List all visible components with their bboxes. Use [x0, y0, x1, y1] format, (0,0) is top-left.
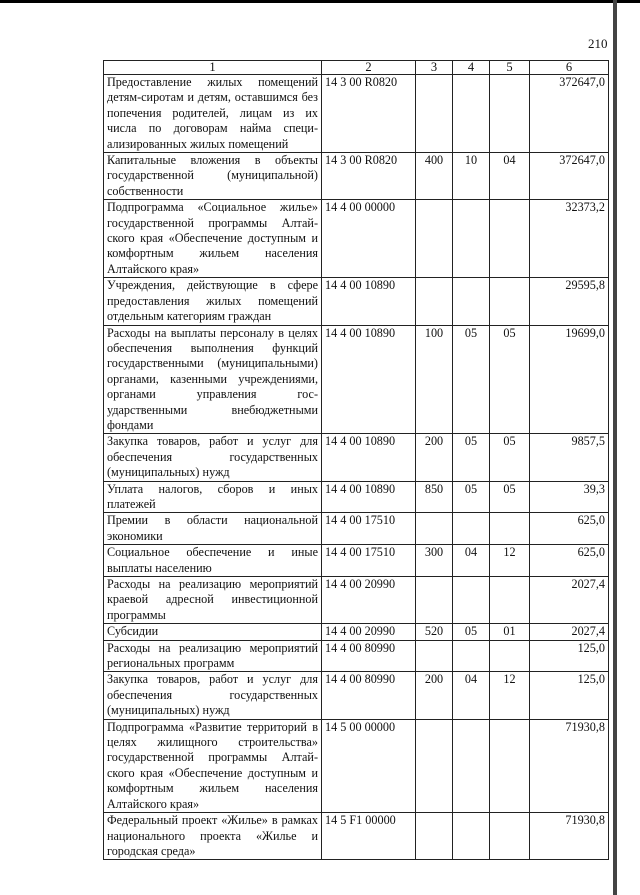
cell-amount: 29595,8: [530, 278, 609, 325]
column-header-5: 5: [490, 61, 530, 75]
table-row: [104, 545, 609, 577]
column-number-header: [104, 61, 609, 75]
table-row: [104, 719, 609, 812]
column-header-1: 1: [104, 61, 322, 75]
cell-c5: 12: [490, 545, 530, 577]
cell-c4: 05: [453, 481, 490, 513]
cell-code: 14 4 00 20990: [322, 577, 416, 624]
cell-name: Расходы на выплаты персоналу в целях обеспечения выполнения функций государственными (муниципальными) органами, казенными учреждениями, органами управления государственными внебюджетными фондами: [104, 325, 322, 434]
cell-code: 14 4 00 10890: [322, 325, 416, 434]
cell-c5: [490, 278, 530, 325]
cell-code: 14 4 00 17510: [322, 545, 416, 577]
cell-c5: [490, 640, 530, 672]
cell-c3: [416, 719, 453, 812]
cell-code: 14 4 00 80990: [322, 672, 416, 719]
cell-c4: [453, 577, 490, 624]
cell-c4: 05: [453, 624, 490, 640]
cell-amount: 2027,4: [530, 577, 609, 624]
cell-code: 14 3 00 R0820: [322, 75, 416, 153]
cell-c3: 100: [416, 325, 453, 434]
cell-name: Капитальные вложения в объекты государственной (муниципальной) собственности: [104, 153, 322, 200]
cell-c4: [453, 719, 490, 812]
cell-c3: 300: [416, 545, 453, 577]
cell-name: Предоставление жилых помещений детям-сиротам и детям, оставшимся без попечения родителей, лицам из их числа по договорам найма специализированных жилых помещений: [104, 75, 322, 153]
cell-amount: 125,0: [530, 640, 609, 672]
cell-code: 14 4 00 80990: [322, 640, 416, 672]
table-row: [104, 153, 609, 200]
cell-c5: 12: [490, 672, 530, 719]
cell-c5: 04: [490, 153, 530, 200]
cell-c4: 05: [453, 325, 490, 434]
cell-name: Федеральный проект «Жилье» в рамках национального проекта «Жилье и городская среда»: [104, 813, 322, 860]
cell-c5: 05: [490, 481, 530, 513]
cell-code: 14 5 00 00000: [322, 719, 416, 812]
cell-code: 14 4 00 10890: [322, 481, 416, 513]
cell-name: Социальное обеспечение и иные выплаты населению: [104, 545, 322, 577]
cell-c4: [453, 200, 490, 278]
cell-amount: 625,0: [530, 545, 609, 577]
cell-amount: 19699,0: [530, 325, 609, 434]
cell-c5: [490, 577, 530, 624]
cell-c3: 850: [416, 481, 453, 513]
cell-name: Субсидии: [104, 624, 322, 640]
cell-c3: [416, 813, 453, 860]
cell-c5: [490, 813, 530, 860]
scan-right-edge: [613, 0, 617, 895]
cell-c3: [416, 200, 453, 278]
cell-c5: [490, 75, 530, 153]
cell-c4: [453, 278, 490, 325]
cell-name: Премии в области национальной экономики: [104, 513, 322, 545]
cell-name: Расходы на реализацию мероприятий региональных программ: [104, 640, 322, 672]
cell-amount: 625,0: [530, 513, 609, 545]
cell-c5: 05: [490, 434, 530, 481]
cell-amount: 372647,0: [530, 153, 609, 200]
cell-code: 14 4 00 10890: [322, 434, 416, 481]
page-number: 210: [588, 36, 608, 51]
table-row: [104, 640, 609, 672]
table-row: [104, 325, 609, 434]
cell-c3: 200: [416, 434, 453, 481]
column-header-3: 3: [416, 61, 453, 75]
cell-code: 14 5 F1 00000: [322, 813, 416, 860]
cell-c3: [416, 577, 453, 624]
cell-amount: 372647,0: [530, 75, 609, 153]
cell-amount: 39,3: [530, 481, 609, 513]
table-row: [104, 481, 609, 513]
table-row: [104, 434, 609, 481]
cell-c3: [416, 513, 453, 545]
cell-c4: 04: [453, 672, 490, 719]
cell-name: Расходы на реализацию мероприятий краевой адресной инвестиционной программы: [104, 577, 322, 624]
cell-name: Подпрограмма «Развитие территорий в целях жилищного строительства» государственной программы Алтайского края «Обеспечение доступным и комфортным жильем населения Алтайского края»: [104, 719, 322, 812]
table-row: [104, 624, 609, 640]
table-row: [104, 278, 609, 325]
table-row: [104, 200, 609, 278]
cell-c4: [453, 640, 490, 672]
cell-name: Закупка товаров, работ и услуг для обеспечения государственных (муниципальных) нужд: [104, 434, 322, 481]
budget-table: [103, 60, 609, 860]
cell-c5: [490, 513, 530, 545]
cell-c3: 400: [416, 153, 453, 200]
cell-c4: [453, 813, 490, 860]
cell-c3: [416, 75, 453, 153]
cell-amount: 71930,8: [530, 719, 609, 812]
cell-name: Уплата налогов, сборов и иных платежей: [104, 481, 322, 513]
cell-amount: 32373,2: [530, 200, 609, 278]
column-header-6: 6: [530, 61, 609, 75]
table-row: [104, 577, 609, 624]
cell-c4: [453, 513, 490, 545]
cell-c5: 05: [490, 325, 530, 434]
column-header-2: 2: [322, 61, 416, 75]
cell-c5: [490, 200, 530, 278]
cell-name: Подпрограмма «Социальное жилье» государственной программы Алтайского края «Обеспечение доступным и комфортным жильем населения Алтайского края»: [104, 200, 322, 278]
cell-code: 14 4 00 20990: [322, 624, 416, 640]
table-row: [104, 513, 609, 545]
cell-c4: [453, 75, 490, 153]
table-row: [104, 672, 609, 719]
cell-c5: [490, 719, 530, 812]
cell-amount: 2027,4: [530, 624, 609, 640]
column-header-4: 4: [453, 61, 490, 75]
cell-c5: 01: [490, 624, 530, 640]
cell-name: Учреждения, действующие в сфере предоставления жилых помещений отдельным категориям граждан: [104, 278, 322, 325]
table-row: [104, 75, 609, 153]
cell-code: 14 4 00 17510: [322, 513, 416, 545]
cell-c3: [416, 640, 453, 672]
cell-amount: 125,0: [530, 672, 609, 719]
cell-c3: 520: [416, 624, 453, 640]
cell-code: 14 4 00 00000: [322, 200, 416, 278]
cell-name: Закупка товаров, работ и услуг для обеспечения государственных (муниципальных) нужд: [104, 672, 322, 719]
cell-code: 14 4 00 10890: [322, 278, 416, 325]
cell-c3: 200: [416, 672, 453, 719]
table-row: [104, 813, 609, 860]
cell-c4: 05: [453, 434, 490, 481]
scan-top-edge: [0, 0, 640, 3]
cell-code: 14 3 00 R0820: [322, 153, 416, 200]
cell-amount: 9857,5: [530, 434, 609, 481]
cell-c4: 10: [453, 153, 490, 200]
cell-amount: 71930,8: [530, 813, 609, 860]
cell-c3: [416, 278, 453, 325]
cell-c4: 04: [453, 545, 490, 577]
